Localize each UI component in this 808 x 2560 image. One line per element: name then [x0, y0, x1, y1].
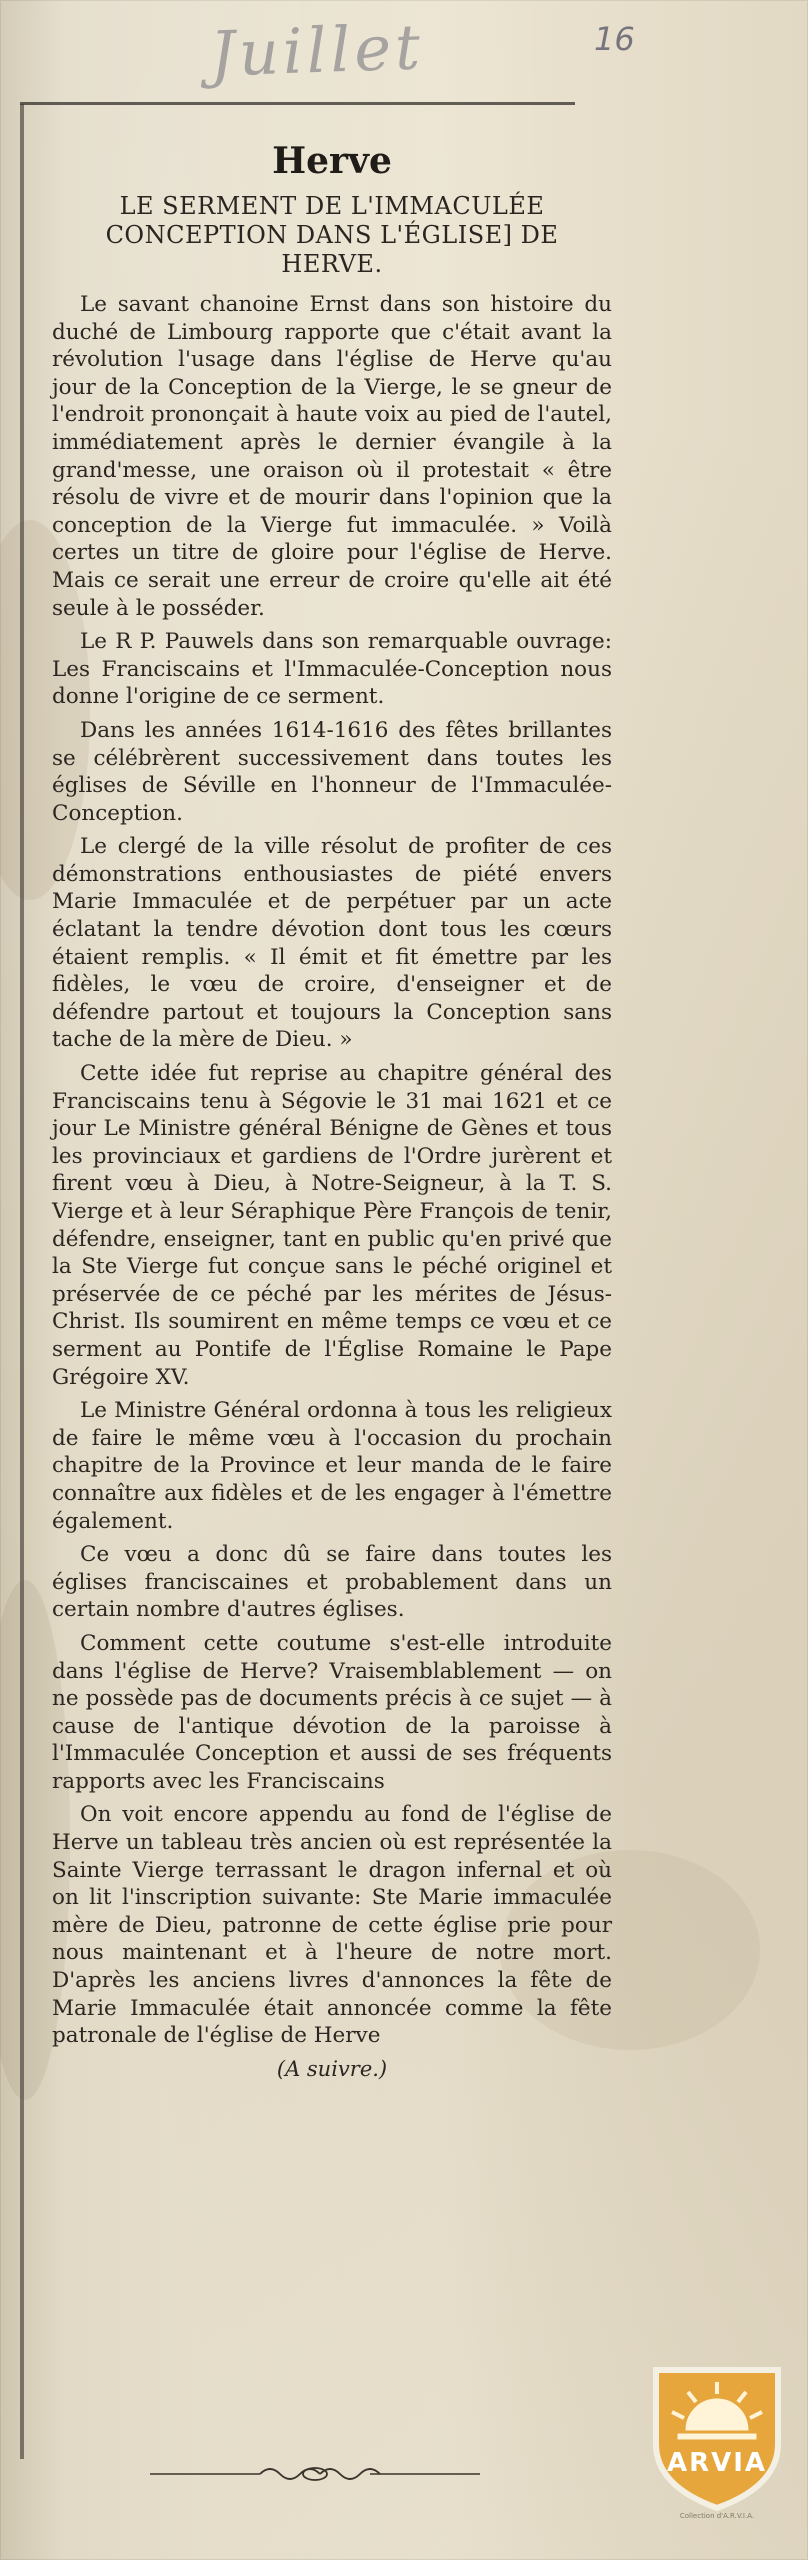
article-paragraph: Ce vœu a donc dû se faire dans toutes les églises franciscaines et probablement dans un certain nombre d'autres églises.	[52, 1542, 612, 1623]
article	[52, 140, 612, 2083]
article-paragraph: Le clergé de la ville résolut de profiter de ces démonstrations enthousiastes de piété envers Marie Immaculée et de perpétuer par un acte éclatant la tendre dévotion dont tous les cœurs étaient remplis. « Il émit et fit émettre par les fidèles, le vœu de croire, d'enseigner et de défendre partout et toujours la Conception sans tache de la mère de Dieu. »	[52, 834, 612, 1053]
ornamental-divider	[150, 2462, 480, 2486]
article-paragraph: Le savant chanoine Ernst dans son histoire du duché de Limbourg rapporte que c'était avant la révolution l'usage dans l'église de Herve qu'au jour de la Conception de la Vierge, le se gneur de l'endroit prononçait à haute voix au pied de l'autel, immédiatement après le dernier évangile à la grand'messe, une oraison où il protestait « être résolu de vivre et de mourir dans l'opinion que la conception de la Vierge fut immaculée. » Voilà certes un titre de gloire pour l'église de Herve. Mais ce serait une erreur de croire qu'elle ait été seule à le posséder.	[52, 292, 612, 621]
logo-text: ARVIA	[666, 2448, 768, 2478]
subtitle-line: LE SERMENT DE L'IMMACULÉE	[119, 192, 545, 220]
top-rule	[20, 102, 575, 105]
article-paragraph: On voit encore appendu au fond de l'église de Herve un tableau très ancien où est représentée la Sainte Vierge terrassant le dragon infernal et où on lit l'inscription suivante: Ste Marie immaculée mère de Dieu, patronne de cette église prie pour nous maintenant et à l'heure de notre mort. D'après les anciens livres d'annonces la fête de Marie Immaculée était annoncée comme la fête patronale de l'église de Herve	[52, 1802, 612, 2049]
subtitle-line: HERVE.	[281, 250, 383, 278]
arvia-logo	[648, 2364, 786, 2524]
article-subtitle	[52, 192, 612, 279]
logo-caption: Collection d'A.R.V.I.A.	[679, 2512, 755, 2520]
shield-icon	[648, 2364, 786, 2514]
article-paragraph: Dans les années 1614-1616 des fêtes brillantes se célébrèrent successivement dans toutes les églises de Séville en l'honneur de l'Immaculée-Conception.	[52, 717, 612, 826]
handwritten-month: Juillet	[208, 10, 426, 91]
article-paragraph: Le Ministre Général ordonna à tous les religieux de faire le même vœu à l'occasion du prochain chapitre de la Province et leur manda de le faire connaître aux fidèles et de les engager à l'émettre également.	[52, 1398, 612, 1534]
article-paragraph: Comment cette coutume s'est-elle introduite dans l'église de Herve? Vraisemblablement — on ne possède pas de documents précis à ce sujet — à cause de l'antique dévotion de la paroisse à l'Immaculée Conception et aussi de ses fréquents rapports avec les Franciscains	[52, 1630, 612, 1794]
subtitle-line: CONCEPTION DANS L'ÉGLISE] DE	[105, 221, 559, 249]
handwritten-page-number: 16	[594, 20, 635, 58]
article-body	[52, 291, 612, 2083]
article-title: Herve	[272, 140, 392, 182]
article-paragraph: Le R P. Pauwels dans son remarquable ouvrage: Les Franciscains et l'Immaculée-Conception nous donne l'origine de ce serment.	[52, 629, 612, 710]
article-paragraph: Cette idée fut reprise au chapitre général des Franciscains tenu à Ségovie le 31 mai 1621 et ce jour Le Ministre général Bénigne de Gènes et tous les provinciaux et gardiens de l'Ordre jurèrent et firent vœu à Dieu, à Notre-Seigneur, à la T. S. Vierge et à leur Séraphique Père François de tenir, défendre, enseigner, tant en public qu'en privé que la Ste Vierge fut conçue sans le péché originel et préservée de ce péché par les mérites de Jésus-Christ. Ils soumirent en même temps ce vœu et ce serment au Pontife de l'Église Romaine le Pape Grégoire XV.	[52, 1061, 612, 1390]
column-rule	[20, 104, 24, 2459]
to-be-continued: (A suivre.)	[276, 2056, 388, 2081]
